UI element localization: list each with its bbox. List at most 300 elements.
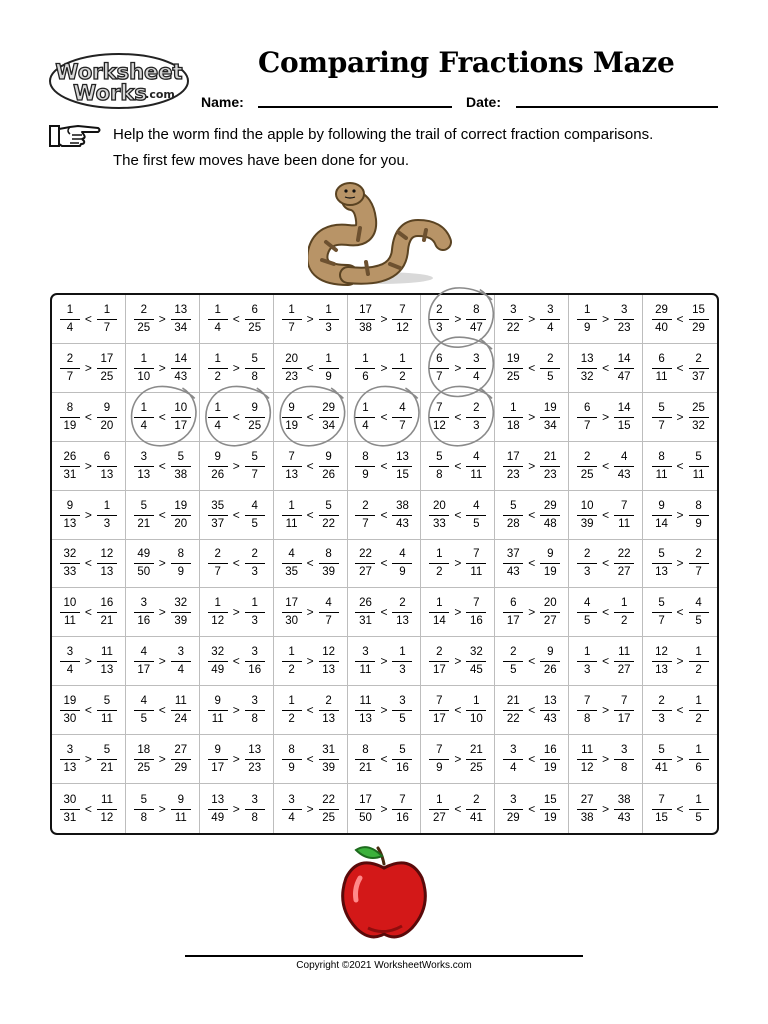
- comparison-symbol: <: [84, 605, 92, 620]
- maze-cell[interactable]: [52, 735, 126, 784]
- maze-cell[interactable]: [495, 295, 569, 344]
- denominator: 5: [399, 713, 406, 726]
- fraction-bar: [577, 466, 597, 467]
- maze-cell[interactable]: [274, 393, 348, 442]
- denominator: 3: [103, 517, 111, 530]
- maze-cell[interactable]: [200, 295, 274, 344]
- comparison-symbol: <: [84, 703, 92, 718]
- fraction-bar: [466, 809, 486, 810]
- fraction-bar: [208, 759, 228, 760]
- fraction-bar: [503, 466, 523, 467]
- denominator: 14: [432, 615, 446, 628]
- denominator: 7: [436, 370, 443, 383]
- numerator: 17: [100, 352, 114, 365]
- denominator: 39: [174, 615, 188, 628]
- maze-cell[interactable]: [126, 735, 200, 784]
- name-field[interactable]: [258, 106, 452, 108]
- fraction-bar: [503, 368, 523, 369]
- comparison-symbol: >: [380, 703, 388, 718]
- numerator: 2: [140, 303, 148, 316]
- worm-icon: [308, 180, 458, 290]
- right-fraction: [170, 645, 192, 677]
- maze-cell[interactable]: [52, 344, 126, 393]
- denominator: 7: [66, 370, 74, 383]
- numerator: 32: [174, 597, 188, 610]
- maze-cell[interactable]: [52, 442, 126, 491]
- numerator: 6: [436, 352, 443, 365]
- denominator: 7: [583, 419, 591, 432]
- fraction-bar: [614, 368, 634, 369]
- comparison-symbol: <: [158, 507, 166, 522]
- fraction-bar: [282, 563, 302, 564]
- comparison-symbol: >: [306, 654, 314, 669]
- fraction-bar: [319, 563, 339, 564]
- fraction-bar: [282, 466, 302, 467]
- maze-cell[interactable]: [643, 393, 717, 442]
- maze-cell[interactable]: [421, 295, 495, 344]
- denominator: 27: [432, 811, 446, 824]
- denominator: 3: [325, 321, 332, 334]
- left-fraction: [354, 303, 376, 335]
- maze-cell[interactable]: [200, 344, 274, 393]
- numerator: 12: [100, 548, 114, 561]
- right-fraction: [613, 401, 635, 433]
- maze-cell[interactable]: [348, 491, 422, 540]
- maze-cell[interactable]: [421, 491, 495, 540]
- apple-icon: [338, 844, 430, 942]
- denominator: 8: [251, 811, 258, 824]
- fraction-bar: [97, 319, 117, 320]
- right-fraction: [613, 303, 635, 335]
- numerator: 20: [285, 352, 298, 365]
- numerator: 1: [583, 303, 591, 316]
- comparison-symbol: <: [158, 409, 166, 424]
- fraction-bar: [466, 563, 486, 564]
- maze-cell[interactable]: [274, 784, 348, 833]
- maze-cell[interactable]: [643, 295, 717, 344]
- denominator: 43: [506, 566, 520, 579]
- fraction-bar: [689, 563, 709, 564]
- maze-cell[interactable]: [274, 735, 348, 784]
- numerator: 4: [473, 450, 480, 463]
- maze-cell[interactable]: [643, 540, 717, 589]
- fraction-bar: [652, 515, 672, 516]
- fraction-bar: [134, 368, 154, 369]
- maze-cell[interactable]: [126, 588, 200, 637]
- maze-cell[interactable]: [52, 295, 126, 344]
- maze-cell[interactable]: [200, 393, 274, 442]
- maze-cell[interactable]: [495, 491, 569, 540]
- maze-cell[interactable]: [126, 540, 200, 589]
- numerator: 3: [177, 646, 185, 659]
- fraction-bar: [503, 612, 523, 613]
- maze-cell[interactable]: [495, 588, 569, 637]
- denominator: 9: [177, 566, 185, 579]
- numerator: 35: [211, 499, 225, 512]
- right-fraction: [318, 547, 340, 579]
- comparison-symbol: <: [602, 654, 610, 669]
- maze-cell[interactable]: [569, 637, 643, 686]
- denominator: 29: [506, 811, 520, 824]
- numerator: 1: [66, 303, 74, 316]
- maze-cell[interactable]: [348, 295, 422, 344]
- denominator: 35: [285, 566, 298, 579]
- maze-cell[interactable]: [274, 442, 348, 491]
- fraction-bar: [208, 710, 228, 711]
- maze-cell[interactable]: [274, 295, 348, 344]
- fraction-bar: [652, 759, 672, 760]
- denominator: 34: [543, 419, 557, 432]
- comparison-symbol: >: [602, 752, 610, 767]
- numerator: 4: [473, 499, 480, 512]
- fraction-bar: [282, 515, 302, 516]
- fraction-bar: [319, 319, 339, 320]
- denominator: 11: [211, 713, 224, 726]
- maze-cell[interactable]: [569, 588, 643, 637]
- logo-line1: Worksheet: [55, 60, 183, 84]
- denominator: 28: [506, 517, 520, 530]
- numerator: 7: [658, 793, 665, 806]
- denominator: 3: [436, 321, 443, 334]
- maze-cell[interactable]: [569, 491, 643, 540]
- maze-cell[interactable]: [52, 491, 126, 540]
- denominator: 32: [692, 419, 705, 432]
- maze-cell[interactable]: [126, 442, 200, 491]
- denominator: 33: [432, 517, 446, 530]
- maze-cell[interactable]: [52, 784, 126, 833]
- fraction-bar: [652, 710, 672, 711]
- denominator: 4: [288, 811, 295, 824]
- numerator: 2: [583, 450, 591, 463]
- fraction-bar: [208, 368, 228, 369]
- maze-cell[interactable]: [569, 540, 643, 589]
- fraction-bar: [355, 417, 375, 418]
- maze-cell[interactable]: [495, 442, 569, 491]
- numerator: 1: [399, 646, 406, 659]
- fraction-bar: [134, 759, 154, 760]
- maze-cell[interactable]: [52, 637, 126, 686]
- maze-cell[interactable]: [274, 637, 348, 686]
- maze-cell[interactable]: [643, 491, 717, 540]
- numerator: 1: [695, 646, 702, 659]
- numerator: 2: [547, 352, 554, 365]
- left-fraction: [207, 547, 229, 579]
- fraction-bar: [171, 466, 191, 467]
- right-fraction: [96, 645, 118, 677]
- maze-cell[interactable]: [348, 784, 422, 833]
- numerator: 1: [288, 499, 295, 512]
- numerator: 3: [66, 646, 74, 659]
- denominator: 23: [543, 468, 557, 481]
- maze-cell[interactable]: [52, 588, 126, 637]
- maze-cell[interactable]: [126, 393, 200, 442]
- maze-cell[interactable]: [348, 344, 422, 393]
- left-fraction: [502, 645, 524, 677]
- comparison-symbol: <: [306, 360, 314, 375]
- fraction-bar: [134, 612, 154, 613]
- maze-cell[interactable]: [274, 540, 348, 589]
- right-fraction: [170, 499, 192, 531]
- comparison-symbol: <: [380, 605, 388, 620]
- maze-cell[interactable]: [52, 393, 126, 442]
- maze-cell[interactable]: [643, 735, 717, 784]
- maze-cell[interactable]: [126, 686, 200, 735]
- right-fraction: [391, 450, 413, 482]
- right-fraction: [539, 547, 561, 579]
- left-fraction: [59, 793, 81, 825]
- comparison-symbol: >: [232, 458, 240, 473]
- maze-cell[interactable]: [126, 344, 200, 393]
- maze-cell[interactable]: [569, 295, 643, 344]
- fraction-bar: [171, 417, 191, 418]
- denominator: 17: [174, 419, 188, 432]
- instructions-line2: The first few moves have been done for you.: [113, 152, 409, 169]
- denominator: 15: [655, 811, 668, 824]
- maze-cell[interactable]: [643, 344, 717, 393]
- fraction-bar: [577, 759, 597, 760]
- denominator: 11: [655, 468, 668, 481]
- right-fraction: [465, 401, 487, 433]
- maze-cell[interactable]: [348, 637, 422, 686]
- fraction-bar: [466, 417, 486, 418]
- numerator: 5: [658, 744, 665, 757]
- maze-cell[interactable]: [569, 784, 643, 833]
- left-fraction: [502, 596, 524, 628]
- denominator: 13: [100, 566, 114, 579]
- numerator: 3: [140, 597, 148, 610]
- maze-cell[interactable]: [200, 686, 274, 735]
- comparison-symbol: <: [380, 556, 388, 571]
- denominator: 11: [692, 468, 705, 481]
- denominator: 16: [248, 664, 262, 677]
- maze-cell[interactable]: [495, 686, 569, 735]
- maze-cell[interactable]: [495, 637, 569, 686]
- fraction-bar: [245, 515, 265, 516]
- maze-cell[interactable]: [495, 393, 569, 442]
- maze-cell[interactable]: [200, 588, 274, 637]
- right-fraction: [539, 352, 561, 384]
- maze-cell[interactable]: [200, 540, 274, 589]
- fraction-bar: [319, 368, 339, 369]
- maze-cell[interactable]: [274, 491, 348, 540]
- maze-cell[interactable]: [274, 344, 348, 393]
- numerator: 2: [695, 548, 702, 561]
- fraction-bar: [208, 563, 228, 564]
- maze-cell[interactable]: [52, 686, 126, 735]
- left-fraction: [133, 303, 155, 335]
- footer-line: [185, 955, 583, 957]
- numerator: 3: [251, 646, 258, 659]
- maze-cell[interactable]: [348, 735, 422, 784]
- left-fraction: [354, 450, 376, 482]
- numerator: 5: [103, 695, 111, 708]
- comparison-symbol: <: [158, 458, 166, 473]
- fraction-bar: [355, 710, 375, 711]
- maze-cell[interactable]: [421, 540, 495, 589]
- maze-cell[interactable]: [421, 393, 495, 442]
- fraction-bar: [97, 417, 117, 418]
- denominator: 9: [288, 762, 295, 775]
- maze-cell[interactable]: [348, 442, 422, 491]
- denominator: 16: [396, 762, 409, 775]
- maze-cell[interactable]: [274, 686, 348, 735]
- maze-cell[interactable]: [348, 540, 422, 589]
- denominator: 10: [469, 713, 483, 726]
- maze-cell[interactable]: [421, 784, 495, 833]
- date-field[interactable]: [516, 106, 718, 108]
- numerator: 1: [103, 303, 111, 316]
- fraction-bar: [392, 759, 412, 760]
- maze-cell[interactable]: [643, 588, 717, 637]
- denominator: 17: [211, 762, 225, 775]
- denominator: 2: [288, 713, 295, 726]
- denominator: 50: [137, 566, 151, 579]
- maze-cell[interactable]: [421, 637, 495, 686]
- maze-cell[interactable]: [421, 442, 495, 491]
- maze-cell[interactable]: [421, 735, 495, 784]
- denominator: 9: [325, 370, 332, 383]
- numerator: 49: [137, 548, 151, 561]
- right-fraction: [170, 547, 192, 579]
- right-fraction: [318, 743, 340, 775]
- maze-cell[interactable]: [421, 686, 495, 735]
- right-fraction: [613, 450, 635, 482]
- left-fraction: [576, 352, 598, 384]
- fraction-bar: [503, 809, 523, 810]
- maze-cell[interactable]: [126, 295, 200, 344]
- left-fraction: [651, 352, 673, 384]
- maze-cell[interactable]: [643, 637, 717, 686]
- denominator: 26: [211, 468, 225, 481]
- fraction-bar: [355, 515, 375, 516]
- maze-cell[interactable]: [126, 784, 200, 833]
- numerator: 1: [140, 401, 148, 414]
- maze-cell[interactable]: [569, 442, 643, 491]
- fraction-bar: [171, 368, 191, 369]
- maze-cell[interactable]: [569, 393, 643, 442]
- numerator: 2: [325, 695, 332, 708]
- maze-cell[interactable]: [495, 344, 569, 393]
- maze-cell[interactable]: [348, 588, 422, 637]
- fraction-bar: [392, 809, 412, 810]
- numerator: 8: [288, 744, 295, 757]
- left-fraction: [59, 596, 81, 628]
- left-fraction: [576, 694, 598, 726]
- maze-cell[interactable]: [200, 637, 274, 686]
- numerator: 30: [63, 793, 77, 806]
- denominator: 12: [100, 811, 114, 824]
- left-fraction: [502, 499, 524, 531]
- denominator: 49: [211, 664, 225, 677]
- denominator: 7: [658, 615, 665, 628]
- maze-cell[interactable]: [348, 686, 422, 735]
- maze-cell[interactable]: [643, 784, 717, 833]
- maze-cell[interactable]: [421, 344, 495, 393]
- denominator: 12: [211, 615, 225, 628]
- denominator: 15: [396, 468, 409, 481]
- maze-cell[interactable]: [569, 735, 643, 784]
- comparison-symbol: >: [232, 703, 240, 718]
- denominator: 11: [618, 517, 631, 530]
- maze-cell[interactable]: [495, 784, 569, 833]
- left-fraction: [133, 694, 155, 726]
- denominator: 11: [655, 370, 668, 383]
- fraction-bar: [134, 319, 154, 320]
- maze-cell[interactable]: [643, 442, 717, 491]
- maze-cell[interactable]: [495, 735, 569, 784]
- comparison-symbol: >: [676, 409, 684, 424]
- numerator: 16: [543, 744, 557, 757]
- maze-cell[interactable]: [126, 637, 200, 686]
- denominator: 38: [174, 468, 188, 481]
- maze-cell[interactable]: [200, 784, 274, 833]
- maze-cell[interactable]: [126, 491, 200, 540]
- left-fraction: [576, 596, 598, 628]
- maze-cell[interactable]: [569, 686, 643, 735]
- denominator: 7: [362, 517, 369, 530]
- maze-cell[interactable]: [643, 686, 717, 735]
- denominator: 4: [547, 321, 554, 334]
- numerator: 2: [251, 548, 258, 561]
- left-fraction: [59, 401, 81, 433]
- right-fraction: [613, 645, 635, 677]
- fraction-bar: [503, 661, 523, 662]
- right-fraction: [170, 352, 192, 384]
- fraction-bar: [245, 710, 265, 711]
- denominator: 3: [251, 615, 258, 628]
- right-fraction: [318, 352, 340, 384]
- left-fraction: [651, 793, 673, 825]
- maze-cell[interactable]: [200, 491, 274, 540]
- denominator: 2: [288, 664, 295, 677]
- right-fraction: [391, 596, 413, 628]
- right-fraction: [244, 793, 266, 825]
- numerator: 3: [620, 303, 628, 316]
- maze-cell[interactable]: [200, 735, 274, 784]
- page-title: Comparing Fractions Maze: [258, 46, 675, 79]
- maze-cell[interactable]: [52, 540, 126, 589]
- denominator: 23: [506, 468, 520, 481]
- maze-cell[interactable]: [495, 540, 569, 589]
- maze-cell[interactable]: [200, 442, 274, 491]
- maze-cell[interactable]: [421, 588, 495, 637]
- numerator: 1: [325, 303, 332, 316]
- numerator: 1: [103, 499, 111, 512]
- maze-cell[interactable]: [274, 588, 348, 637]
- fraction-bar: [614, 661, 634, 662]
- left-fraction: [281, 450, 303, 482]
- maze-cell[interactable]: [569, 344, 643, 393]
- fraction-bar: [503, 417, 523, 418]
- fraction-bar: [540, 759, 560, 760]
- denominator: 13: [100, 468, 114, 481]
- numerator: 21: [543, 450, 557, 463]
- numerator: 7: [473, 597, 480, 610]
- denominator: 7: [288, 321, 295, 334]
- left-fraction: [59, 499, 81, 531]
- worksheetworks-logo: [48, 52, 190, 110]
- right-fraction: [465, 596, 487, 628]
- right-fraction: [391, 694, 413, 726]
- comparison-symbol: >: [528, 409, 536, 424]
- fraction-bar: [208, 661, 228, 662]
- maze-cell[interactable]: [348, 393, 422, 442]
- left-fraction: [651, 743, 673, 775]
- fraction-bar: [540, 515, 560, 516]
- denominator: 13: [322, 713, 335, 726]
- denominator: 7: [399, 419, 406, 432]
- numerator: 22: [359, 548, 372, 561]
